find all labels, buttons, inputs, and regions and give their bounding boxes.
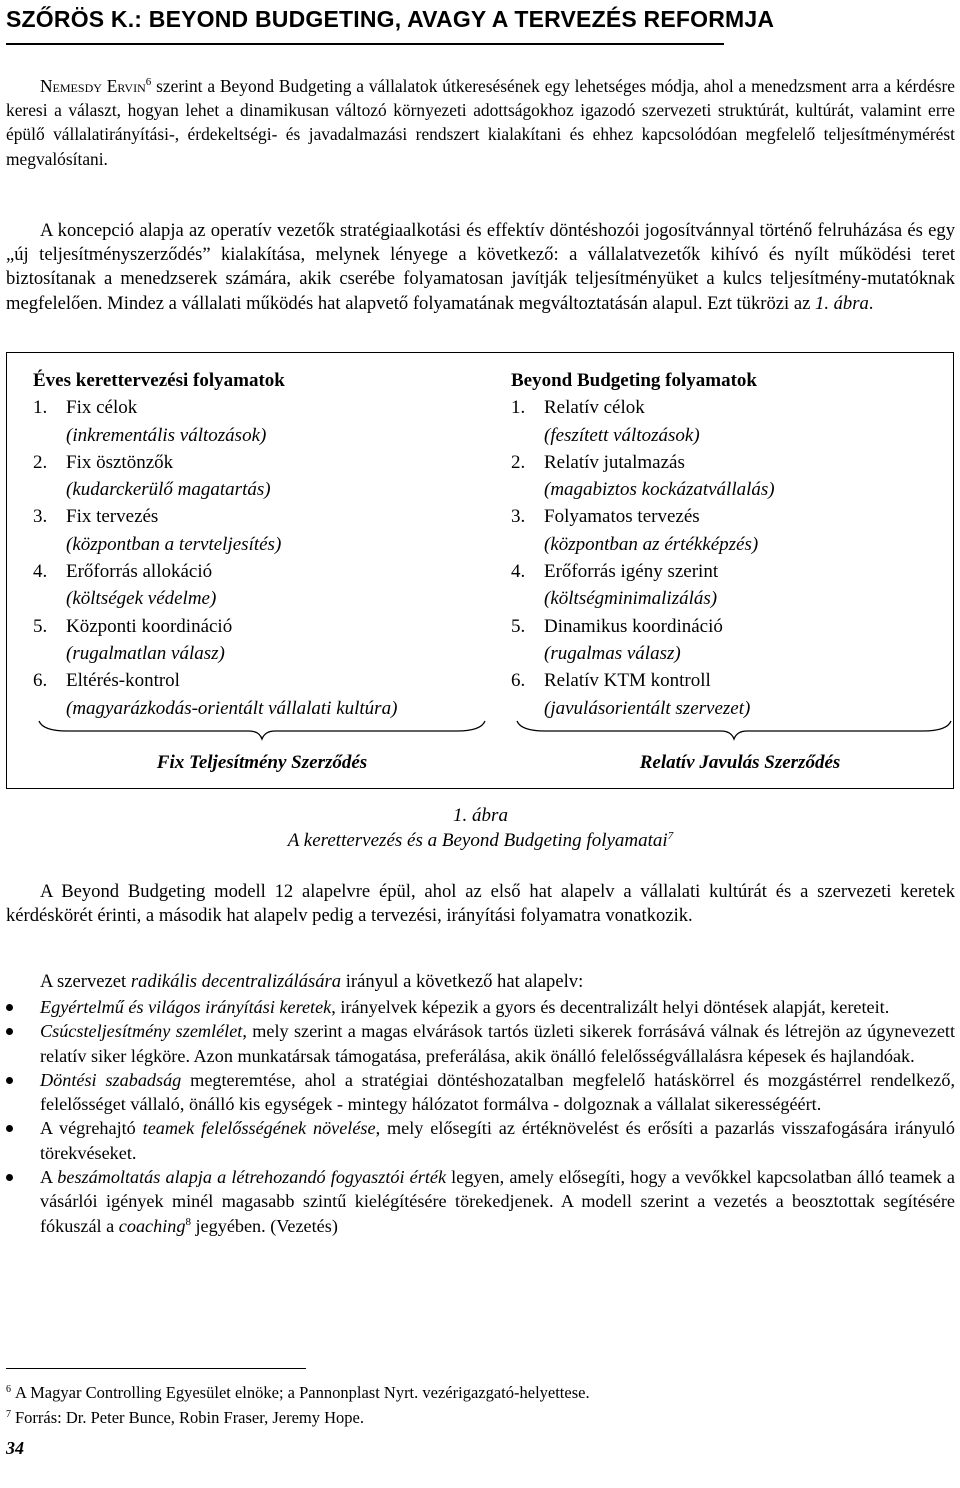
right-item-5 [511,613,941,640]
right-item-note: (központban az értékképzés) [544,533,759,555]
right-item-number: 1. [511,397,526,419]
footnote-6-number: 6 [6,1384,11,1395]
left-curly-brace [37,719,487,741]
right-item-number: 4. [511,561,526,583]
footnote-ref-8: 8 [185,1215,191,1228]
concept-paragraph [6,219,955,316]
decentralization-post: irányul a következő hat alapelv: [345,971,584,992]
bullet-emphasis: Egyértelmű és világos irányítási keretek [40,997,332,1017]
footnote-7-number: 7 [6,1409,11,1420]
right-item-6 [511,667,941,694]
right-item-note: (magabiztos kockázatvállalás) [544,479,775,501]
bullet-dot-icon [6,1028,13,1035]
right-item-label: Erőforrás igény szerint [544,561,719,583]
left-item-number: 3. [33,506,48,528]
right-item-label: Folyamatos tervezés [544,506,700,528]
right-summary-label: Relatív Javulás Szerződés [639,752,841,773]
bullet-pre: A [40,1167,58,1188]
left-item-label: Fix tervezés [66,506,159,528]
left-item-number: 5. [33,615,48,637]
footnote-6-text: A Magyar Controlling Egyesület elnöke; a Pannonplast Nyrt. vezérigazgató-helyettese. [15,1383,590,1402]
right-item-number: 5. [511,615,526,637]
figure-ref: 1. ábra [815,292,869,314]
footnote-7 [6,1408,364,1428]
bullet-pre: A végrehajtó [40,1118,143,1139]
author-name: Nemesdy Ervin [40,76,146,96]
left-item-number: 4. [33,561,48,583]
bullet-text: , mely elősegíti az értéknövelést és erősíti a pazarlás visszafogására irányuló törekvéseket. [40,1118,956,1163]
left-item-4 [33,558,493,585]
decentralization-intro [6,970,955,994]
left-column [33,367,493,722]
bullet-emphasis: teamek felelősségének növelése [142,1118,376,1139]
right-curly-brace [515,719,953,741]
left-item-label: Központi koordináció [66,615,233,637]
bullet-item [6,1068,955,1117]
left-item-number: 6. [33,670,48,692]
right-column-heading: Beyond Budgeting folyamatok [511,370,757,391]
left-item-2 [33,449,493,476]
left-item-1 [33,394,493,421]
right-item-label: Relatív jutalmazás [544,451,685,473]
footnote-ref-6: 6 [145,76,152,88]
bullet-dot-icon [6,1125,13,1132]
left-item-note: (központban a tervteljesítés) [66,533,282,555]
left-item-5 [33,613,493,640]
left-item-label: Erőforrás allokáció [66,561,213,583]
title-underline [6,43,724,45]
bullet-item [6,1116,955,1165]
right-item-note: (rugalmas válasz) [544,642,681,664]
right-item-label: Relatív célok [544,397,645,419]
right-item-label: Dinamikus koordináció [544,615,723,637]
figure-box [6,352,954,789]
left-item-list [33,394,493,722]
right-item-number: 2. [511,451,526,473]
concept-end: . [868,292,874,314]
left-summary-label: Fix Teljesítmény Szerződés [156,752,368,773]
figure-title-line [6,829,955,854]
figure-number: 1. ábra [453,805,508,826]
decentralization-pre: A szervezet [40,971,127,992]
right-item-note: (feszített változások) [544,424,700,446]
bullet-dot-icon [6,1004,13,1011]
concept-text: A koncepció alapja az operatív vezetők stratégiaalkotási és effektív döntéshozói jogosítvánnyal történő felruházása és egy „új teljesítményszerződés” kialakítása, melynek lényege a következő: a vállalatvezetők kihívó és nyílt működési teret biztosítanak a menedzserek számára, akik cserébe folyamatosan javítják teljesítményüket a kulcs teljesítmény-mutatóknak megfelelően. Mindez a vállalati működés hat alapvető folyamatának megváltoztatásán alapul. Ezt tükrözi az [6,220,955,314]
page-number: 34 [6,1438,24,1458]
right-item-2 [511,449,941,476]
footnote-7-text: Forrás: Dr. Peter Bunce, Robin Fraser, Jeremy Hope. [15,1408,364,1427]
bullet-text: , mely szerint a magas elvárások tartós üzleti sikerek forrásává válnak és létrejön az úgynevezett relatív siker légköre. Azon munkatársak támogatása, preferálása, akik önálló felelősségvállalásra képesek és hajlandóak. [40,1021,956,1066]
bullet-dot-icon [6,1077,13,1084]
right-item-number: 6. [511,670,526,692]
intro-paragraph [6,74,955,171]
left-item-note: (költségek védelme) [66,588,217,610]
footnote-ref-7: 7 [667,829,674,842]
left-item-note: (kudarckerülő magatartás) [66,479,271,501]
decentralization-em: radikális decentralizálására [130,971,342,992]
principles-list [6,995,955,1238]
right-item-4 [511,558,941,585]
footnote-6 [6,1383,590,1403]
bullet-text: , irányelvek képezik a gyors és decentralizált helyi döntések alapját, kereteit. [331,997,890,1017]
left-item-note: (rugalmatlan válasz) [66,642,225,664]
left-item-label: Eltérés-kontrol [66,670,180,692]
right-item-list [511,394,941,722]
figure-title: A kerettervezés és a Beyond Budgeting folyamatai [287,829,668,851]
right-item-note: (költségminimalizálás) [544,588,718,610]
bullet-emphasis: beszámoltatás alapja a létrehozandó fogyasztói érték [57,1167,447,1188]
footnote-separator [6,1368,306,1369]
bullet-dot-icon [6,1174,13,1181]
intro-text: szerint a Beyond Budgeting a vállalatok útkeresésének egy lehetséges módja, ahol a menedzsment arra a kérdésre keresi a választ, hogyan lehet a dinamikusan változó környezeti adottságokhoz igazodó szervezeti struktúrát, kultúrát, valamint erre épülő vállalatirányítási-, érdekeltségi- és javadalmazási rendszert kialakítani és ehhez kapcsolódóan megfelelő teljesítménymérést megvalósítani. [6,76,955,169]
left-item-note: (magyarázkodás-orientált vállalati kultúra) [66,697,398,719]
left-item-number: 1. [33,397,48,419]
bullet-text: megteremtése, ahol a stratégiai döntéshozatalban megfelelő hatáskörrel és mozgástérrel rendelkező, felelősséget vállaló, önálló kis egységek - mintegy hálózatot formálva - dolgoznak a vállalat sikerességéért. [40,1069,955,1115]
bullet-emphasis: Csúcsteljesítmény szemlélet [40,1021,243,1042]
left-column-heading: Éves kerettervezési folyamatok [33,370,285,391]
bullet-tail: jegyében. (Vezetés) [190,1215,338,1236]
bullet-item [6,1165,955,1238]
bullet-text: legyen, amely elősegíti, hogy a vevőkkel kapcsolatban álló teamek a vásárlói igények minél magasabb szintű kielégítésére törekedjenek. A modell szerint a vezetés a beosztottak segítésére fókuszál a [40,1167,955,1236]
left-item-3 [33,503,493,530]
right-item-1 [511,394,941,421]
figure-caption [6,804,955,853]
right-item-3 [511,503,941,530]
principles-paragraph: A Beyond Budgeting modell 12 alapelvre épül, ahol az első hat alapelv a vállalati kultúrát és a szervezeti keretek kérdéskörét érinti, a második hat alapelv pedig a tervezési, irányítási folyamatra vonatkozik. [6,881,955,927]
bullet-item [6,1019,955,1068]
page-title: SZŐRÖS K.: BEYOND BUDGETING, AVAGY A TERVEZÉS REFORMJA [6,6,775,32]
left-item-label: Fix ösztönzők [66,451,174,473]
right-column [511,367,941,722]
bullet-emphasis: Döntési szabadság [40,1069,182,1090]
left-item-number: 2. [33,451,48,473]
right-item-number: 3. [511,506,526,528]
right-item-note: (javulásorientált szervezet) [544,697,751,719]
left-item-note: (inkrementális változások) [66,424,267,446]
left-item-6 [33,667,493,694]
left-item-label: Fix célok [66,397,138,419]
bullet-item [6,995,955,1019]
right-item-label: Relatív KTM kontroll [544,670,711,692]
coaching-term: coaching [118,1215,186,1236]
